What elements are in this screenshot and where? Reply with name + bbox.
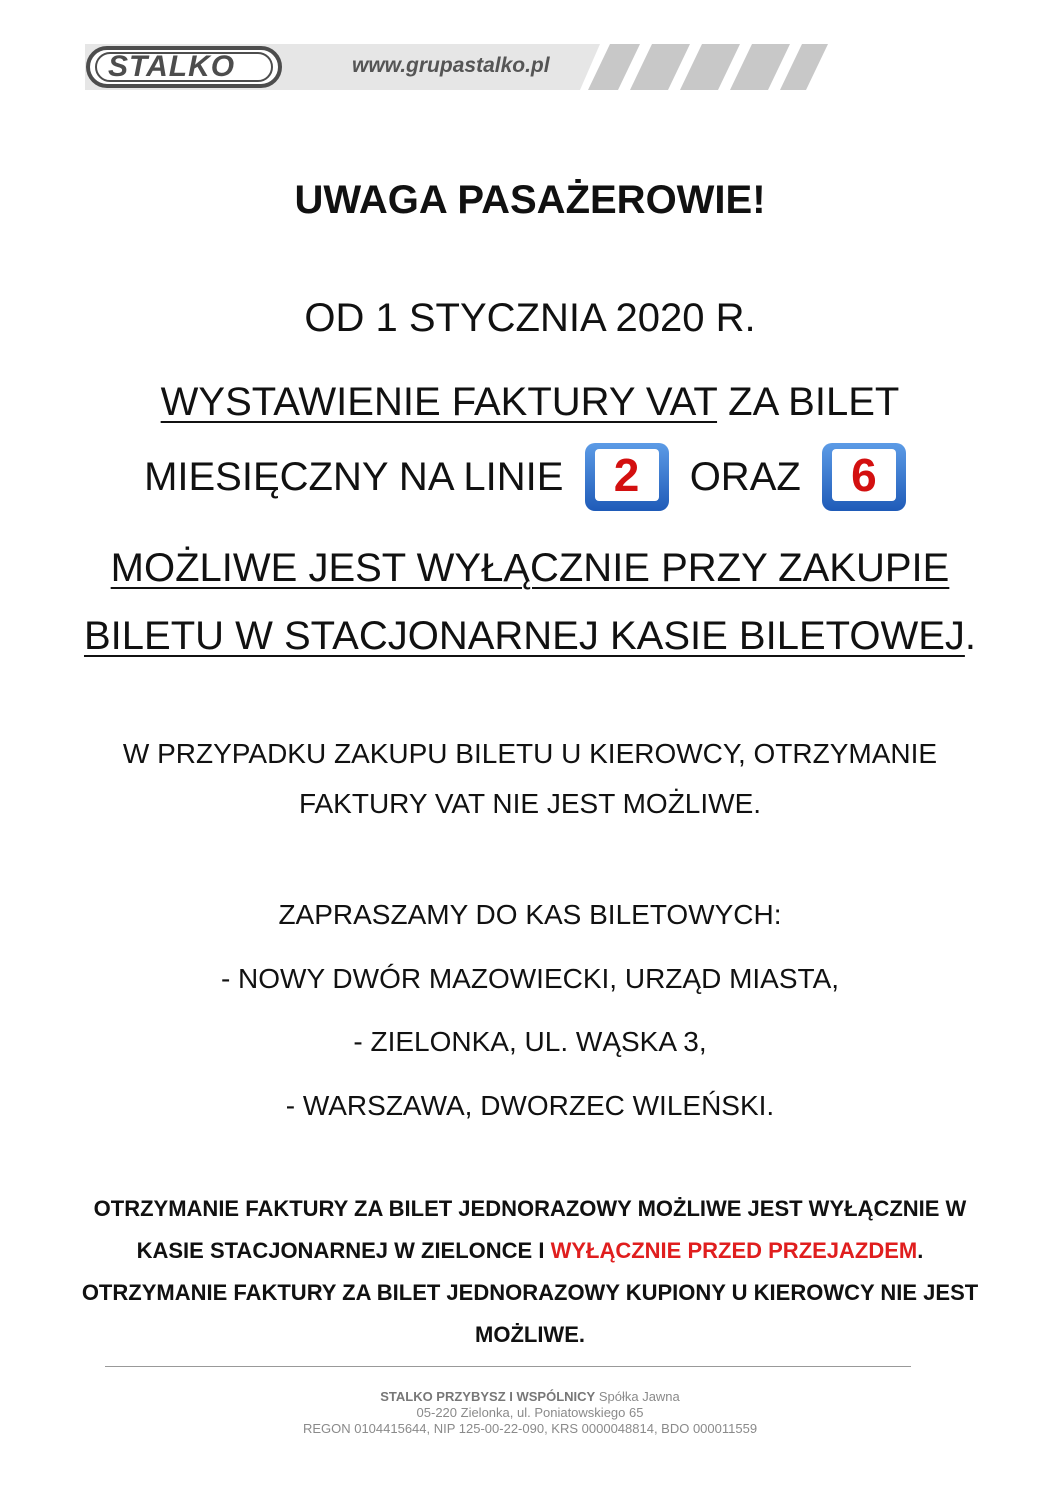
footer bbox=[0, 1389, 1060, 1437]
vat-rest: ZA BILET bbox=[717, 380, 900, 424]
possible-line-1 bbox=[0, 548, 1060, 588]
footer-address: 05-220 Zielonka, ul. Poniatowskiego 65 bbox=[416, 1405, 644, 1420]
driver-notice-line-2: FAKTURY VAT NIE JEST MOŻLIWE. bbox=[298, 788, 762, 819]
vat-underlined: WYSTAWIENIE FAKTURY VAT bbox=[160, 380, 718, 424]
date-line: OD 1 STYCZNIA 2020 R. bbox=[304, 296, 756, 340]
footer-registry: REGON 0104415644, NIP 125-00-22-090, KRS 0000048814, BDO 000011559 bbox=[302, 1421, 758, 1436]
page-title: UWAGA PASAŻEROWIE! bbox=[294, 178, 766, 222]
header-banner bbox=[0, 40, 1060, 100]
offices-heading: ZAPRASZAMY DO KAS BILETOWYCH: bbox=[278, 899, 782, 930]
lines-row bbox=[0, 443, 1060, 513]
possible-line-1-text: MOŻLIWE JEST WYŁĄCZNIE PRZY ZAKUPIE bbox=[110, 546, 950, 590]
single-ticket-line-1: OTRZYMANIE FAKTURY ZA BILET JEDNORAZOWY MOŻLIWE JEST WYŁĄCZNIE W bbox=[93, 1196, 967, 1221]
line-6-number: 6 bbox=[832, 449, 896, 501]
possible-line-2-text: BILETU W STACJONARNEJ KASIE BILETOWEJ bbox=[83, 614, 965, 658]
company-name: STALKO PRZYBYSZ I WSPÓLNICY bbox=[380, 1389, 596, 1404]
single-ticket-line-4: MOŻLIWE. bbox=[475, 1322, 585, 1347]
office-item: - ZIELONKA, UL. WĄSKA 3, bbox=[353, 1026, 707, 1057]
company-type: Spółka Jawna bbox=[595, 1389, 680, 1404]
and-label: ORAZ bbox=[689, 455, 801, 499]
monthly-label: MIESIĘCZNY NA LINIE bbox=[144, 455, 564, 499]
single-ticket-line-2-text: KASIE STACJONARNEJ W ZIELONCE I bbox=[136, 1238, 551, 1263]
footer-divider bbox=[105, 1366, 911, 1367]
before-ride-warning: WYŁĄCZNIE PRZED PRZEJAZDEM bbox=[550, 1238, 918, 1263]
driver-notice-line-1: W PRZYPADKU ZAKUPU BILETU U KIEROWCY, OTRZYMANIE bbox=[122, 738, 938, 769]
website-url[interactable]: www.grupastalko.pl bbox=[352, 54, 550, 77]
office-item: - NOWY DWÓR MAZOWIECKI, URZĄD MIASTA, bbox=[220, 963, 840, 994]
single-ticket-line-2 bbox=[0, 1230, 1060, 1272]
footer-company bbox=[0, 1389, 1060, 1405]
period: . bbox=[964, 614, 977, 658]
stalko-logo: STALKO bbox=[108, 50, 236, 83]
line-2-number: 2 bbox=[595, 449, 659, 501]
single-ticket-line-2-end: . bbox=[917, 1238, 924, 1263]
line-6-badge bbox=[822, 443, 906, 511]
vat-line bbox=[0, 382, 1060, 422]
office-item: - WARSZAWA, DWORZEC WILEŃSKI. bbox=[285, 1090, 775, 1121]
line-2-badge bbox=[585, 443, 669, 511]
single-ticket-line-3: OTRZYMANIE FAKTURY ZA BILET JEDNORAZOWY KUPIONY U KIEROWCY NIE JEST bbox=[81, 1280, 979, 1305]
possible-line-2 bbox=[0, 616, 1060, 656]
single-ticket-notice bbox=[0, 1188, 1060, 1356]
